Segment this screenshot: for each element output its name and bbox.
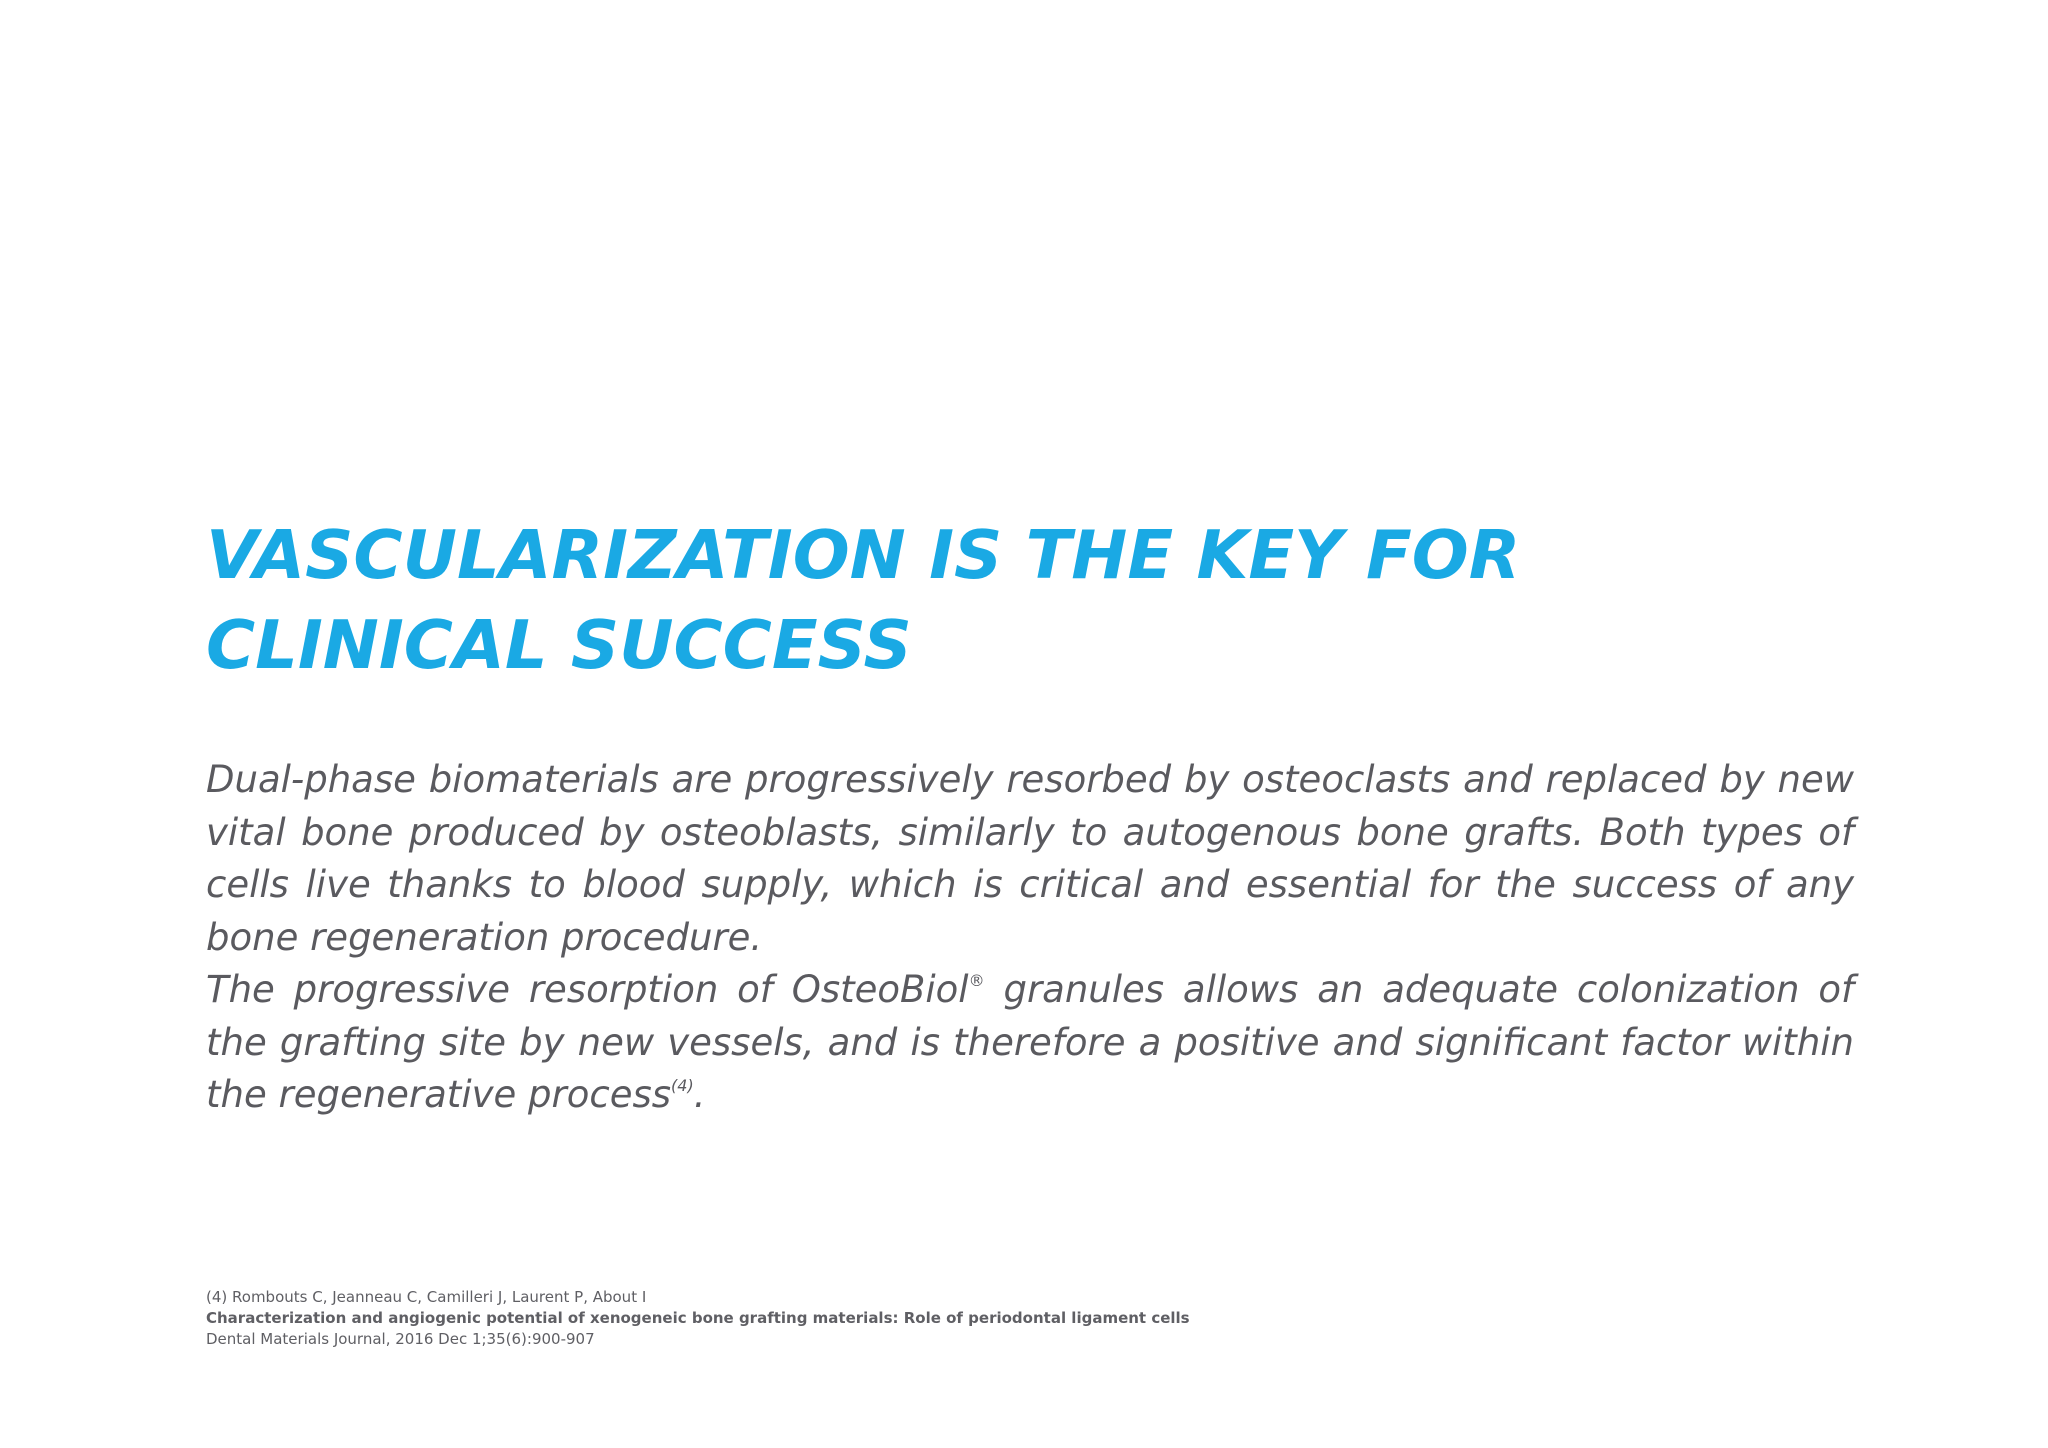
body-paragraph-2-end: . xyxy=(693,1073,706,1116)
registered-trademark-mark: ® xyxy=(968,971,985,990)
reference-title: Characterization and angiogenic potential of xenogeneic bone grafting materials: Role of periodontal ligament cells xyxy=(206,1309,1190,1327)
reference-block xyxy=(206,1287,1506,1350)
body-paragraph-2 xyxy=(206,964,1854,1122)
body-paragraph-1: Dual-phase biomaterials are progressively resorbed by osteoclasts and replaced by new vital bone produced by osteoblasts, similarly to autogenous bone grafts. Both types of cells live thanks to blood supply, which is critical and essential for the success of any bone regeneration procedure. xyxy=(206,758,1854,959)
reference-authors: (4) Rombouts C, Jeanneau C, Camilleri J, Laurent P, About I xyxy=(206,1288,647,1306)
citation-marker: (4) xyxy=(671,1076,694,1095)
body-paragraph-2-middle: granules allows an adequate colonization of the grafting site by new vessels, and is therefore a positive and significant factor within the regenerative process xyxy=(206,968,1854,1116)
body-paragraph-2-start: The progressive resorption of OsteoBiol xyxy=(206,968,969,1011)
page-title: VASCULARIZATION IS THE KEY FOR CLINICAL SUCCESS xyxy=(206,516,1521,684)
reference-journal: Dental Materials Journal, 2016 Dec 1;35(6):900-907 xyxy=(206,1330,595,1348)
main-content xyxy=(206,510,1854,1122)
body-text xyxy=(206,754,1854,1122)
